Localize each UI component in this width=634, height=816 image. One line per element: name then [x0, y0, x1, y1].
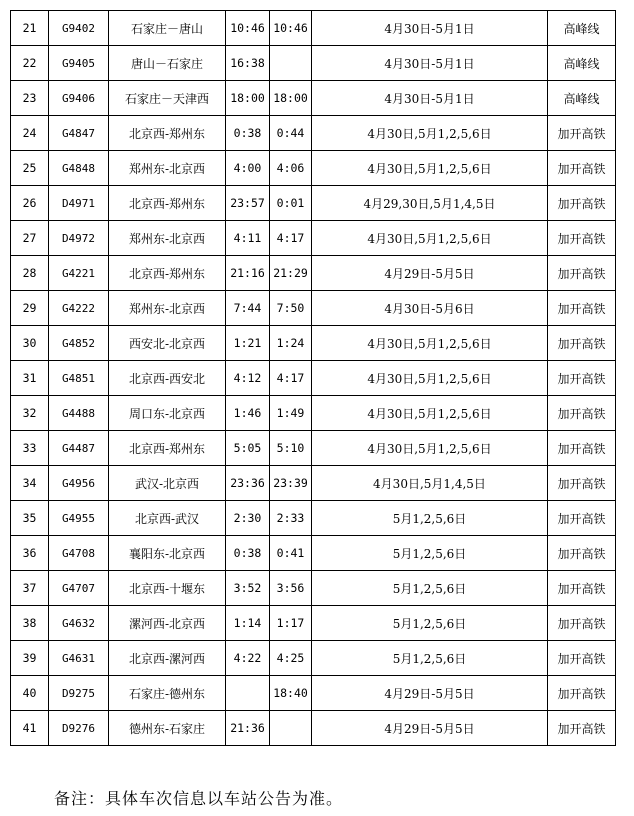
- table-row: [11, 466, 616, 501]
- run-dates-cell: 4月30日-5月6日: [312, 291, 548, 326]
- arrival-time-cell: 4:25: [270, 641, 312, 676]
- train-type-cell: 加开高铁: [548, 396, 616, 431]
- row-number-cell: 29: [11, 291, 49, 326]
- arrival-time-cell: 18:00: [270, 81, 312, 116]
- train-number-cell: G9405: [49, 46, 109, 81]
- route-cell: 北京西-郑州东: [109, 256, 226, 291]
- train-type-cell: 加开高铁: [548, 326, 616, 361]
- row-number-cell: 24: [11, 116, 49, 151]
- table-row: [11, 151, 616, 186]
- train-type-cell: 加开高铁: [548, 151, 616, 186]
- arrival-time-cell: 1:49: [270, 396, 312, 431]
- train-type-cell: 加开高铁: [548, 466, 616, 501]
- train-number-cell: G4851: [49, 361, 109, 396]
- table-row: [11, 291, 616, 326]
- route-cell: 北京西-郑州东: [109, 116, 226, 151]
- table-row: [11, 11, 616, 46]
- train-type-cell: 加开高铁: [548, 536, 616, 571]
- run-dates-cell: 4月30日-5月1日: [312, 11, 548, 46]
- footnote: 备注：具体车次信息以车站公告为准。: [54, 789, 344, 808]
- table-row: [11, 116, 616, 151]
- arrival-time-cell: 0:01: [270, 186, 312, 221]
- run-dates-cell: 4月30日-5月1日: [312, 46, 548, 81]
- run-dates-cell: 4月30日,5月1,2,5,6日: [312, 151, 548, 186]
- row-number-cell: 21: [11, 11, 49, 46]
- train-number-cell: G4631: [49, 641, 109, 676]
- train-number-cell: G9406: [49, 81, 109, 116]
- train-type-cell: 高峰线: [548, 11, 616, 46]
- run-dates-cell: 4月30日-5月1日: [312, 81, 548, 116]
- row-number-cell: 22: [11, 46, 49, 81]
- train-number-cell: D4972: [49, 221, 109, 256]
- train-type-cell: 加开高铁: [548, 291, 616, 326]
- run-dates-cell: 4月30日,5月1,4,5日: [312, 466, 548, 501]
- departure-time-cell: 0:38: [226, 116, 270, 151]
- table-row: [11, 536, 616, 571]
- train-type-cell: 加开高铁: [548, 116, 616, 151]
- run-dates-cell: 4月30日,5月1,2,5,6日: [312, 116, 548, 151]
- arrival-time-cell: 23:39: [270, 466, 312, 501]
- train-number-cell: G4222: [49, 291, 109, 326]
- arrival-time-cell: 0:44: [270, 116, 312, 151]
- train-type-cell: 加开高铁: [548, 711, 616, 746]
- route-cell: 石家庄－唐山: [109, 11, 226, 46]
- train-number-cell: G4707: [49, 571, 109, 606]
- run-dates-cell: 4月30日,5月1,2,5,6日: [312, 361, 548, 396]
- row-number-cell: 32: [11, 396, 49, 431]
- train-number-cell: G4487: [49, 431, 109, 466]
- departure-time-cell: 23:57: [226, 186, 270, 221]
- table-row: [11, 361, 616, 396]
- train-number-cell: G4956: [49, 466, 109, 501]
- arrival-time-cell: [270, 46, 312, 81]
- table-row: [11, 641, 616, 676]
- route-cell: 郑州东-北京西: [109, 151, 226, 186]
- departure-time-cell: 2:30: [226, 501, 270, 536]
- departure-time-cell: 0:38: [226, 536, 270, 571]
- route-cell: 石家庄-德州东: [109, 676, 226, 711]
- table-row: [11, 676, 616, 711]
- train-number-cell: G4848: [49, 151, 109, 186]
- row-number-cell: 33: [11, 431, 49, 466]
- arrival-time-cell: 0:41: [270, 536, 312, 571]
- train-number-cell: G4221: [49, 256, 109, 291]
- arrival-time-cell: 5:10: [270, 431, 312, 466]
- row-number-cell: 23: [11, 81, 49, 116]
- departure-time-cell: 16:38: [226, 46, 270, 81]
- arrival-time-cell: 1:24: [270, 326, 312, 361]
- route-cell: 郑州东-北京西: [109, 291, 226, 326]
- table-row: [11, 326, 616, 361]
- route-cell: 北京西-郑州东: [109, 186, 226, 221]
- departure-time-cell: 4:11: [226, 221, 270, 256]
- route-cell: 北京西-武汉: [109, 501, 226, 536]
- train-number-cell: D4971: [49, 186, 109, 221]
- route-cell: 唐山－石家庄: [109, 46, 226, 81]
- train-type-cell: 加开高铁: [548, 221, 616, 256]
- row-number-cell: 41: [11, 711, 49, 746]
- route-cell: 北京西-十堰东: [109, 571, 226, 606]
- arrival-time-cell: 4:17: [270, 361, 312, 396]
- departure-time-cell: 21:36: [226, 711, 270, 746]
- train-type-cell: 加开高铁: [548, 186, 616, 221]
- table-row: [11, 396, 616, 431]
- departure-time-cell: 1:46: [226, 396, 270, 431]
- table-row: [11, 221, 616, 256]
- train-type-cell: 加开高铁: [548, 676, 616, 711]
- row-number-cell: 36: [11, 536, 49, 571]
- row-number-cell: 30: [11, 326, 49, 361]
- route-cell: 西安北-北京西: [109, 326, 226, 361]
- arrival-time-cell: 3:56: [270, 571, 312, 606]
- row-number-cell: 39: [11, 641, 49, 676]
- table-row: [11, 81, 616, 116]
- departure-time-cell: 4:00: [226, 151, 270, 186]
- row-number-cell: 40: [11, 676, 49, 711]
- row-number-cell: 31: [11, 361, 49, 396]
- train-type-cell: 高峰线: [548, 46, 616, 81]
- route-cell: 石家庄－天津西: [109, 81, 226, 116]
- departure-time-cell: 4:22: [226, 641, 270, 676]
- table-row: [11, 606, 616, 641]
- row-number-cell: 38: [11, 606, 49, 641]
- row-number-cell: 27: [11, 221, 49, 256]
- row-number-cell: 25: [11, 151, 49, 186]
- train-number-cell: G4847: [49, 116, 109, 151]
- run-dates-cell: 5月1,2,5,6日: [312, 501, 548, 536]
- table-row: [11, 256, 616, 291]
- table-body: [11, 11, 616, 746]
- run-dates-cell: 4月29,30日,5月1,4,5日: [312, 186, 548, 221]
- run-dates-cell: 5月1,2,5,6日: [312, 536, 548, 571]
- table-row: [11, 431, 616, 466]
- table-row: [11, 571, 616, 606]
- departure-time-cell: 1:21: [226, 326, 270, 361]
- departure-time-cell: 1:14: [226, 606, 270, 641]
- run-dates-cell: 4月30日,5月1,2,5,6日: [312, 396, 548, 431]
- run-dates-cell: 5月1,2,5,6日: [312, 571, 548, 606]
- row-number-cell: 34: [11, 466, 49, 501]
- departure-time-cell: 5:05: [226, 431, 270, 466]
- train-type-cell: 高峰线: [548, 81, 616, 116]
- route-cell: 北京西-西安北: [109, 361, 226, 396]
- train-number-cell: G4488: [49, 396, 109, 431]
- arrival-time-cell: 21:29: [270, 256, 312, 291]
- run-dates-cell: 4月30日,5月1,2,5,6日: [312, 221, 548, 256]
- train-type-cell: 加开高铁: [548, 606, 616, 641]
- route-cell: 周口东-北京西: [109, 396, 226, 431]
- table-row: [11, 46, 616, 81]
- row-number-cell: 26: [11, 186, 49, 221]
- train-type-cell: 加开高铁: [548, 361, 616, 396]
- arrival-time-cell: 7:50: [270, 291, 312, 326]
- arrival-time-cell: 18:40: [270, 676, 312, 711]
- departure-time-cell: [226, 676, 270, 711]
- departure-time-cell: 21:16: [226, 256, 270, 291]
- route-cell: 襄阳东-北京西: [109, 536, 226, 571]
- train-type-cell: 加开高铁: [548, 256, 616, 291]
- run-dates-cell: 4月29日-5月5日: [312, 676, 548, 711]
- arrival-time-cell: 4:06: [270, 151, 312, 186]
- train-number-cell: D9276: [49, 711, 109, 746]
- train-type-cell: 加开高铁: [548, 641, 616, 676]
- train-number-cell: G4708: [49, 536, 109, 571]
- run-dates-cell: 4月29日-5月5日: [312, 711, 548, 746]
- departure-time-cell: 3:52: [226, 571, 270, 606]
- train-number-cell: G4955: [49, 501, 109, 536]
- route-cell: 郑州东-北京西: [109, 221, 226, 256]
- train-type-cell: 加开高铁: [548, 571, 616, 606]
- arrival-time-cell: [270, 711, 312, 746]
- departure-time-cell: 7:44: [226, 291, 270, 326]
- run-dates-cell: 4月29日-5月5日: [312, 256, 548, 291]
- route-cell: 武汉-北京西: [109, 466, 226, 501]
- departure-time-cell: 18:00: [226, 81, 270, 116]
- table-row: [11, 711, 616, 746]
- departure-time-cell: 4:12: [226, 361, 270, 396]
- arrival-time-cell: 2:33: [270, 501, 312, 536]
- run-dates-cell: 5月1,2,5,6日: [312, 641, 548, 676]
- route-cell: 北京西-郑州东: [109, 431, 226, 466]
- train-number-cell: G4632: [49, 606, 109, 641]
- run-dates-cell: 4月30日,5月1,2,5,6日: [312, 431, 548, 466]
- arrival-time-cell: 10:46: [270, 11, 312, 46]
- train-schedule-table: [10, 10, 616, 746]
- route-cell: 北京西-漯河西: [109, 641, 226, 676]
- run-dates-cell: 4月30日,5月1,2,5,6日: [312, 326, 548, 361]
- table-row: [11, 501, 616, 536]
- departure-time-cell: 23:36: [226, 466, 270, 501]
- row-number-cell: 28: [11, 256, 49, 291]
- train-number-cell: G9402: [49, 11, 109, 46]
- departure-time-cell: 10:46: [226, 11, 270, 46]
- train-number-cell: G4852: [49, 326, 109, 361]
- table-row: [11, 186, 616, 221]
- train-type-cell: 加开高铁: [548, 431, 616, 466]
- arrival-time-cell: 4:17: [270, 221, 312, 256]
- run-dates-cell: 5月1,2,5,6日: [312, 606, 548, 641]
- row-number-cell: 37: [11, 571, 49, 606]
- route-cell: 德州东-石家庄: [109, 711, 226, 746]
- train-type-cell: 加开高铁: [548, 501, 616, 536]
- row-number-cell: 35: [11, 501, 49, 536]
- route-cell: 漯河西-北京西: [109, 606, 226, 641]
- train-number-cell: D9275: [49, 676, 109, 711]
- arrival-time-cell: 1:17: [270, 606, 312, 641]
